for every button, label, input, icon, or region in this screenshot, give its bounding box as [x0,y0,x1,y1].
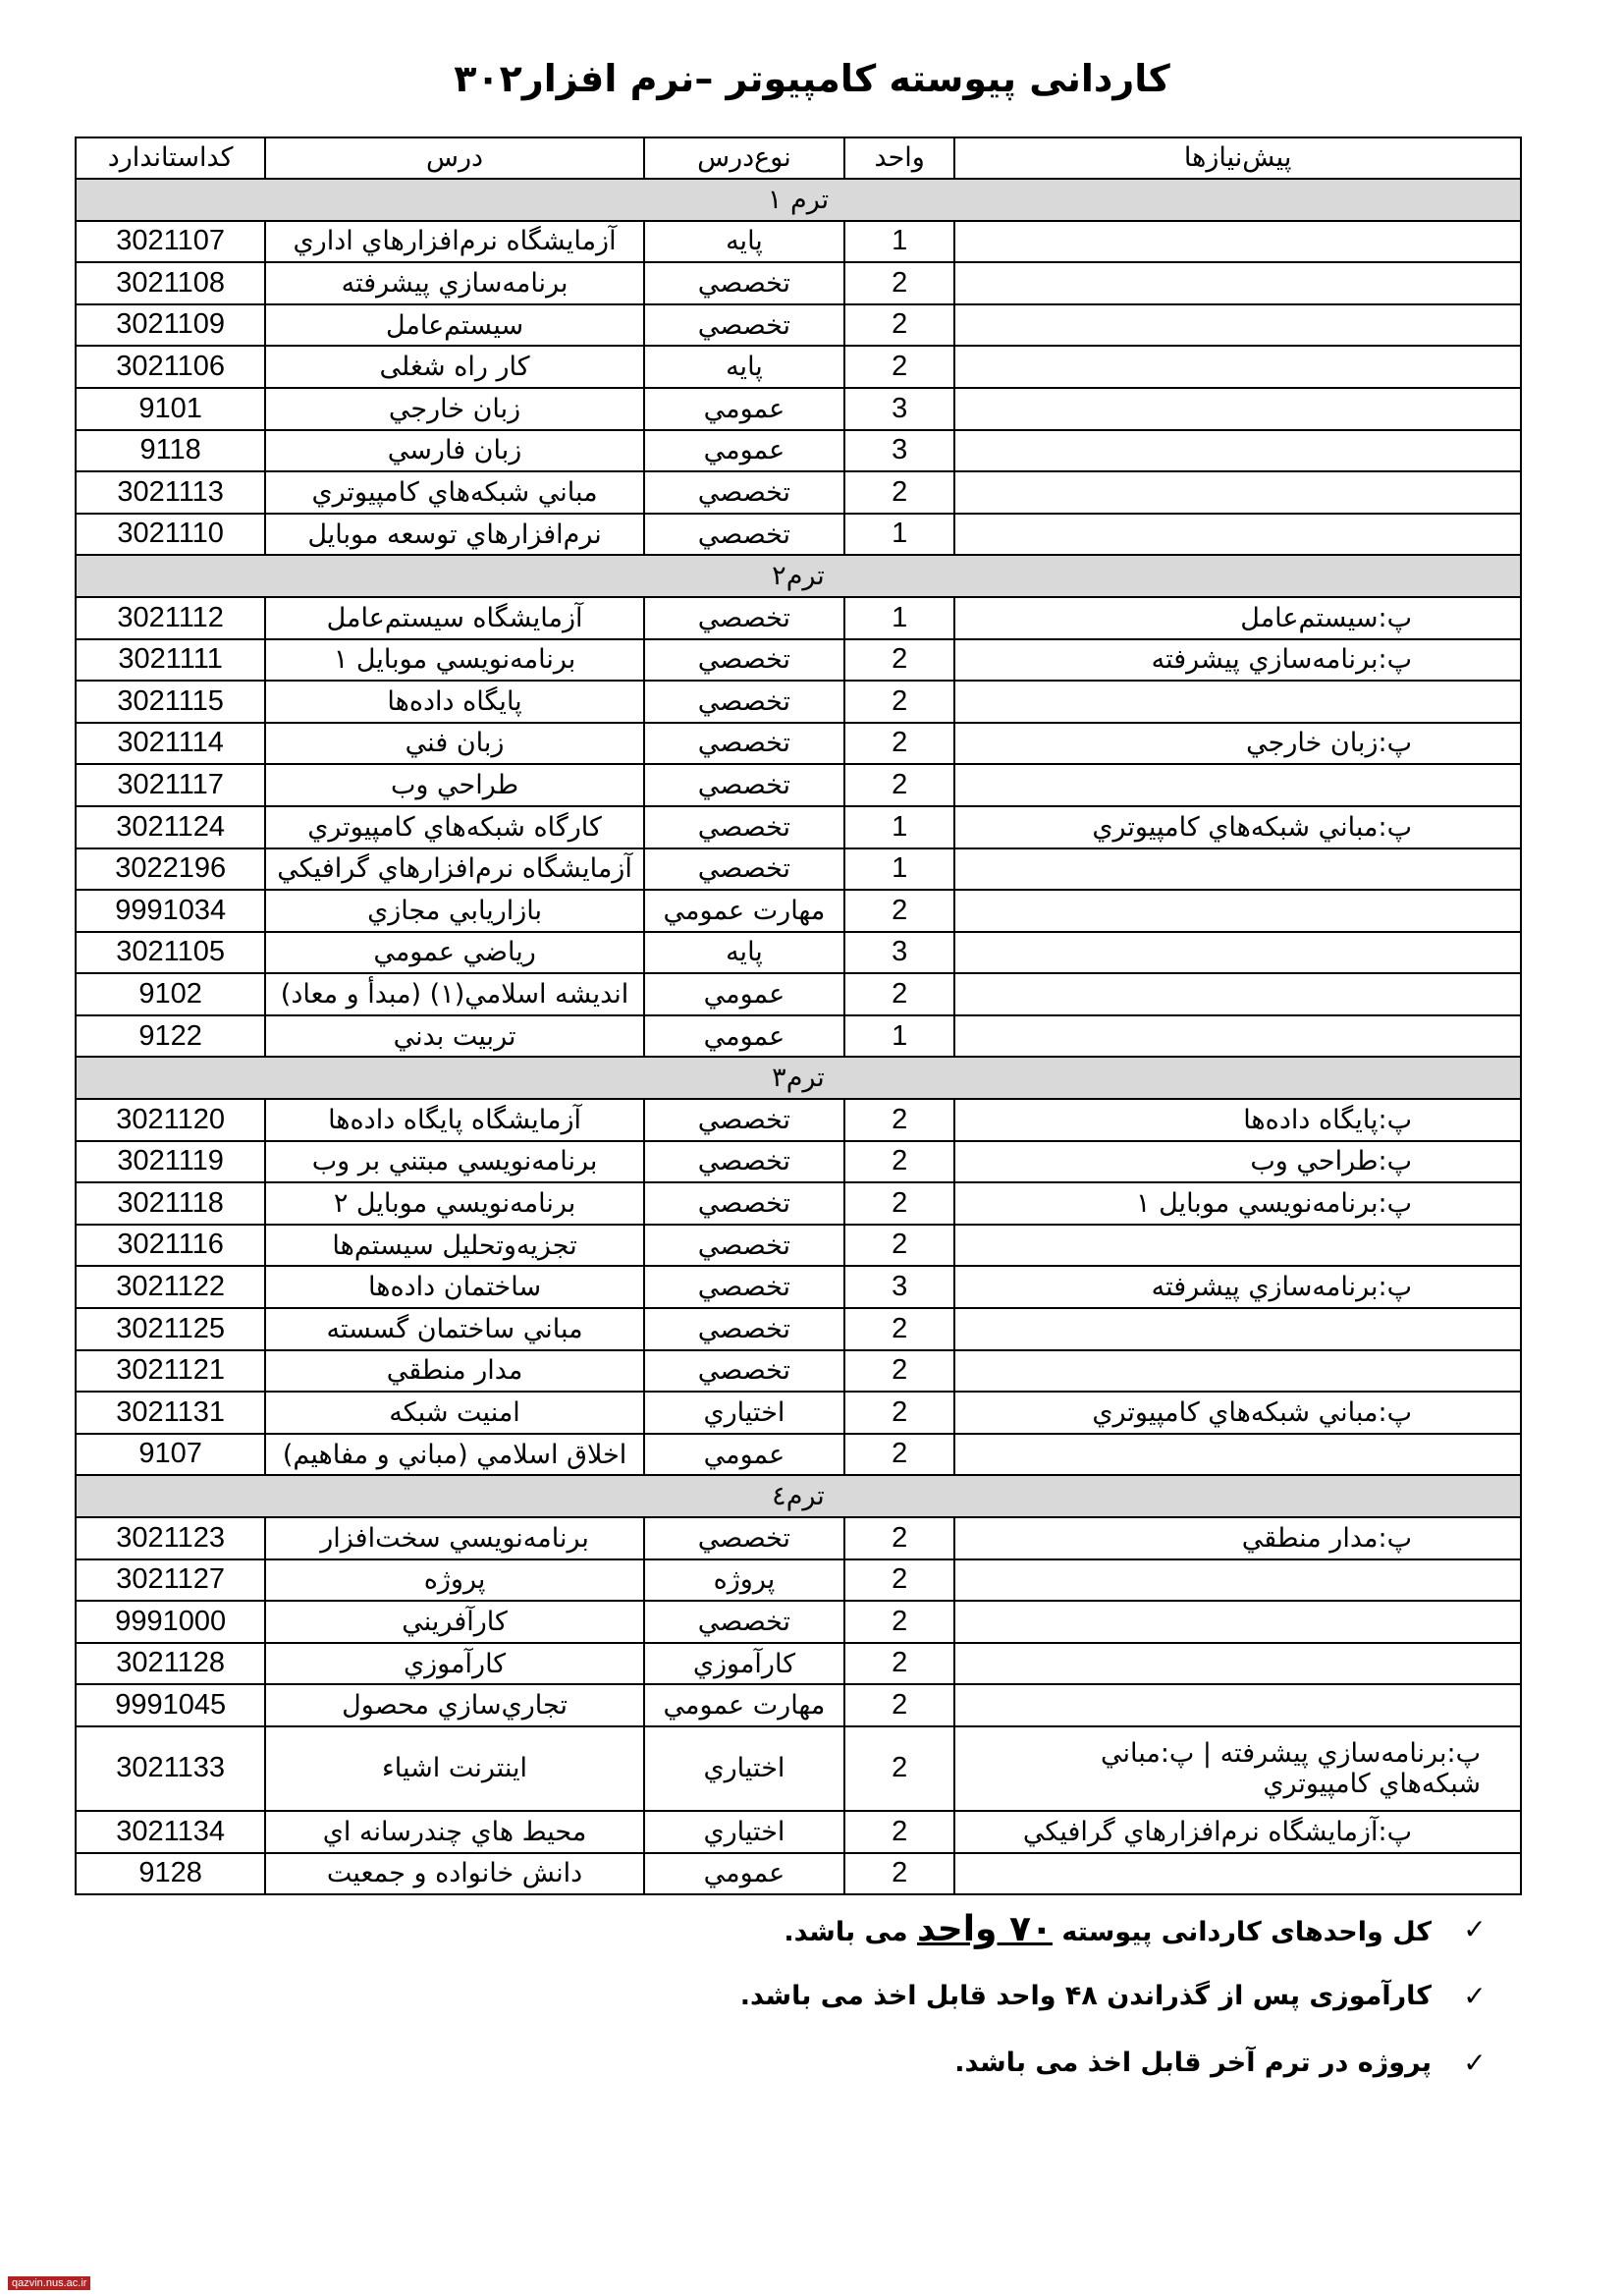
table-row [76,1853,1521,1895]
code-cell: 9101 [76,388,265,430]
course-cell: زبان فني [265,723,644,765]
code-cell: 3021115 [76,681,265,723]
prereq-cell [954,471,1521,514]
course-cell: برنامه‌نويسي موبايل ۲ [265,1182,644,1225]
type-cell: تخصصي [644,304,844,347]
type-cell: تخصصي [644,1099,844,1141]
type-cell: تخصصي [644,1308,844,1350]
prereq-cell [954,1684,1521,1726]
prereq-cell [954,1434,1521,1476]
term-label: ترم٤ [76,1475,1521,1517]
prereq-cell [954,514,1521,556]
prereq-cell [954,430,1521,472]
type-cell: مهارت عمومي [644,1684,844,1726]
units-cell: 1 [844,514,954,556]
prereq-cell [954,681,1521,723]
note-internship [212,1976,1489,2015]
type-cell: تخصصي [644,848,844,891]
table-row [76,932,1521,974]
type-cell: پايه [644,346,844,388]
table-row [76,1811,1521,1853]
units-cell: 2 [844,1350,954,1393]
prereq-cell [954,1350,1521,1393]
note-text: پروژه در ترم آخر قابل اخذ می باشد. [954,2047,1432,2078]
units-cell: 3 [844,430,954,472]
type-cell: عمومي [644,1853,844,1895]
prereq-cell: پ:مباني شبكه‌هاي كامپيوتري [954,1392,1521,1434]
code-cell: 3021114 [76,723,265,765]
units-cell: 2 [844,262,954,304]
course-cell: نرم‌افزارهاي توسعه موبايل [265,514,644,556]
table-row [76,681,1521,723]
table-row [76,221,1521,263]
prereq-cell [954,848,1521,891]
table-row [76,514,1521,556]
table-row [76,262,1521,304]
course-cell: برنامه‌نويسي سخت‌افزار [265,1517,644,1559]
prereq-cell [954,1308,1521,1350]
type-cell: تخصصي [644,806,844,848]
units-cell: 2 [844,1853,954,1895]
code-cell: 3021120 [76,1099,265,1141]
type-cell: تخصصي [644,723,844,765]
code-cell: 3021127 [76,1559,265,1602]
type-cell: تخصصي [644,1350,844,1393]
code-cell: 3021111 [76,639,265,682]
course-cell: محيط هاي چندرسانه اي [265,1811,644,1853]
term-label: ترم۲ [76,555,1521,597]
type-cell: پايه [644,221,844,263]
type-cell: تخصصي [644,1225,844,1267]
code-cell: 3021106 [76,346,265,388]
table-row [76,806,1521,848]
course-cell: آزمايشگاه نرم‌افزارهاي اداري [265,221,644,263]
type-cell: تخصصي [644,471,844,514]
table-row [76,1350,1521,1393]
table-row [76,1015,1521,1058]
type-cell: تخصصي [644,1266,844,1308]
total-units: ۷۰ واحد [916,1908,1053,1949]
prereq-cell [954,304,1521,347]
units-cell: 1 [844,848,954,891]
course-cell: ساختمان داده‌ها [265,1266,644,1308]
code-cell: 9118 [76,430,265,472]
note-text: كل واحدهای كاردانی پیوسته ۷۰ واحد می باشد. [784,1908,1432,1949]
code-cell: 9991000 [76,1601,265,1643]
units-cell: 2 [844,764,954,806]
code-cell: 3021124 [76,806,265,848]
type-cell: عمومي [644,1434,844,1476]
note-project [212,2043,1489,2082]
table-row [76,1517,1521,1559]
units-cell: 2 [844,1559,954,1602]
type-cell: پروژه [644,1559,844,1602]
type-cell: عمومي [644,973,844,1015]
code-cell: 3021116 [76,1225,265,1267]
units-cell: 2 [844,1182,954,1225]
table-row [76,1559,1521,1602]
table-row [76,388,1521,430]
prereq-cell [954,764,1521,806]
type-cell: مهارت عمومي [644,890,844,932]
header-code: کداستاندارد [76,137,265,179]
table-row [76,346,1521,388]
code-cell: 3021131 [76,1392,265,1434]
prereq-cell [954,1225,1521,1267]
type-cell: تخصصي [644,1517,844,1559]
units-cell: 2 [844,1141,954,1183]
units-cell: 2 [844,890,954,932]
table-row [76,890,1521,932]
prereq-cell: پ:برنامه‌سازي پيشرفته | پ:مباني شبكه‌هاي كامپيوتري [954,1726,1521,1811]
units-cell: 2 [844,723,954,765]
table-row [76,639,1521,682]
type-cell: عمومي [644,430,844,472]
course-cell: كارآموزي [265,1643,644,1685]
code-cell: 3021134 [76,1811,265,1853]
prereq-cell [954,1853,1521,1895]
prereq-cell [954,932,1521,974]
code-cell: 9122 [76,1015,265,1058]
table-row [76,1434,1521,1476]
code-cell: 3021110 [76,514,265,556]
term-header-row [76,555,1521,597]
type-cell: تخصصي [644,1182,844,1225]
table-row [76,1726,1521,1811]
code-cell: 3021133 [76,1726,265,1811]
code-cell: 3021122 [76,1266,265,1308]
table-row [76,1684,1521,1726]
table-row [76,1392,1521,1434]
units-cell: 2 [844,1726,954,1811]
table-row [76,1225,1521,1267]
course-cell: مباني ساختمان گسسته [265,1308,644,1350]
table-row [76,1266,1521,1308]
header-course: درس [265,137,644,179]
course-cell: کار راه شغلی [265,346,644,388]
prereq-cell: پ:آزمايشگاه نرم‌افزارهاي گرافيكي [954,1811,1521,1853]
type-cell: تخصصي [644,681,844,723]
units-cell: 2 [844,1684,954,1726]
table-header-row [76,137,1521,179]
course-cell: آزمايشگاه نرم‌افزارهاي گرافيكي [265,848,644,891]
prereq-cell [954,890,1521,932]
table-row [76,1141,1521,1183]
header-units: واحد [844,137,954,179]
type-cell: تخصصي [644,514,844,556]
code-cell: 3021109 [76,304,265,347]
code-cell: 3021113 [76,471,265,514]
units-cell: 2 [844,346,954,388]
units-cell: 2 [844,1392,954,1434]
code-cell: 3021121 [76,1350,265,1393]
units-cell: 1 [844,597,954,639]
course-cell: دانش خانواده و جمعيت [265,1853,644,1895]
course-cell: برنامه‌سازي پيشرفته [265,262,644,304]
course-cell: برنامه‌نويسي مبتني بر وب [265,1141,644,1183]
table-row [76,304,1521,347]
prereq-cell: پ:زبان خارجي [954,723,1521,765]
table-row [76,471,1521,514]
prereq-cell [954,262,1521,304]
table-row [76,973,1521,1015]
term-label: ترم۳ [76,1057,1521,1099]
type-cell: تخصصي [644,1601,844,1643]
term-header-row [76,1057,1521,1099]
type-cell: اختياري [644,1811,844,1853]
term-header-row [76,179,1521,221]
table-row [76,1601,1521,1643]
note-total-units [212,1909,1489,1948]
course-cell: پروژه [265,1559,644,1602]
table-row [76,597,1521,639]
check-icon: ✓ [1463,2046,1487,2079]
check-icon: ✓ [1463,1979,1487,2012]
prereq-cell: پ:پايگاه داده‌ها [954,1099,1521,1141]
code-cell: 9107 [76,1434,265,1476]
units-cell: 2 [844,1308,954,1350]
units-cell: 1 [844,1015,954,1058]
watermark: qazvin.nus.ac.ir [8,2276,90,2290]
prereq-cell [954,1643,1521,1685]
code-cell: 3021128 [76,1643,265,1685]
table-row [76,1182,1521,1225]
type-cell: پايه [644,932,844,974]
term-label: ترم ۱ [76,179,1521,221]
course-cell: اينترنت اشياء [265,1726,644,1811]
prereq-cell [954,221,1521,263]
prereq-cell [954,973,1521,1015]
code-cell: 3022196 [76,848,265,891]
type-cell: كارآموزي [644,1643,844,1685]
prereq-cell [954,1559,1521,1602]
type-cell: اختياري [644,1726,844,1811]
table-row [76,723,1521,765]
course-cell: مدار منطقي [265,1350,644,1393]
course-cell: كارگاه شبكه‌هاي كامپيوتري [265,806,644,848]
course-cell: رياضي عمومي [265,932,644,974]
header-prereq: پیش‌نیازها [954,137,1521,179]
course-cell: اخلاق اسلامي (مباني و مفاهيم) [265,1434,644,1476]
units-cell: 3 [844,388,954,430]
code-cell: 9102 [76,973,265,1015]
type-cell: تخصصي [644,764,844,806]
course-cell: زبان فارسي [265,430,644,472]
course-cell: زبان خارجي [265,388,644,430]
table-row [76,848,1521,891]
units-cell: 2 [844,1643,954,1685]
units-cell: 2 [844,1434,954,1476]
type-cell: عمومي [644,1015,844,1058]
code-cell: 9128 [76,1853,265,1895]
table-row [76,1308,1521,1350]
course-cell: پايگاه داده‌ها [265,681,644,723]
course-cell: آزمايشگاه پايگاه داده‌ها [265,1099,644,1141]
term-header-row [76,1475,1521,1517]
course-cell: تجاري‌سازي محصول [265,1684,644,1726]
prereq-cell [954,388,1521,430]
page-title: کاردانی پیوسته کامپیوتر –نرم افزار۳۰۲ [454,57,1170,100]
units-cell: 3 [844,932,954,974]
code-cell: 3021105 [76,932,265,974]
header-type: نوع‌درس [644,137,844,179]
course-cell: طراحي وب [265,764,644,806]
type-cell: تخصصي [644,262,844,304]
prereq-cell: پ:برنامه‌سازي پيشرفته [954,1266,1521,1308]
code-cell: 9991045 [76,1684,265,1726]
code-cell: 3021123 [76,1517,265,1559]
prereq-cell: پ:برنامه‌سازي پيشرفته [954,639,1521,682]
curriculum-table [75,137,1522,1895]
course-cell: مباني شبكه‌هاي كامپيوتري [265,471,644,514]
course-cell: بازاريابي مجازي [265,890,644,932]
units-cell: 2 [844,639,954,682]
check-icon: ✓ [1463,1912,1487,1945]
type-cell: تخصصي [644,597,844,639]
table-row [76,1643,1521,1685]
type-cell: تخصصي [644,1141,844,1183]
units-cell: 2 [844,973,954,1015]
code-cell: 3021112 [76,597,265,639]
units-cell: 2 [844,304,954,347]
units-cell: 2 [844,471,954,514]
code-cell: 3021117 [76,764,265,806]
prereq-cell [954,1601,1521,1643]
type-cell: عمومي [644,388,844,430]
prereq-cell: پ:سيستم‌عامل [954,597,1521,639]
units-cell: 2 [844,1811,954,1853]
units-cell: 2 [844,681,954,723]
units-cell: 2 [844,1517,954,1559]
course-cell: سيستم‌عامل [265,304,644,347]
table-row [76,430,1521,472]
prereq-cell: پ:طراحي وب [954,1141,1521,1183]
course-cell: برنامه‌نويسي موبايل ۱ [265,639,644,682]
prereq-cell [954,1015,1521,1058]
notes [212,1909,1489,2109]
course-cell: كارآفريني [265,1601,644,1643]
code-cell: 3021107 [76,221,265,263]
prereq-cell: پ:مباني شبكه‌هاي كامپيوتري [954,806,1521,848]
units-cell: 1 [844,806,954,848]
code-cell: 9991034 [76,890,265,932]
type-cell: تخصصي [644,639,844,682]
code-cell: 3021118 [76,1182,265,1225]
units-cell: 3 [844,1266,954,1308]
prereq-cell: پ:برنامه‌نويسي موبايل ۱ [954,1182,1521,1225]
prereq-cell: پ:مدار منطقي [954,1517,1521,1559]
units-cell: 1 [844,221,954,263]
course-cell: امنيت شبكه [265,1392,644,1434]
code-cell: 3021119 [76,1141,265,1183]
units-cell: 2 [844,1601,954,1643]
table-row [76,1099,1521,1141]
units-cell: 2 [844,1225,954,1267]
course-cell: تجزيه‌وتحليل سيستم‌ها [265,1225,644,1267]
code-cell: 3021108 [76,262,265,304]
type-cell: اختياري [644,1392,844,1434]
note-text: كارآموزی پس از گذراندن ۴۸ واحد قابل اخذ می باشد. [739,1980,1432,2011]
course-cell: آزمايشگاه سيستم‌عامل [265,597,644,639]
table-row [76,764,1521,806]
course-cell: انديشه اسلامي(۱) (مبدأ و معاد) [265,973,644,1015]
code-cell: 3021125 [76,1308,265,1350]
units-cell: 2 [844,1099,954,1141]
prereq-cell [954,346,1521,388]
course-cell: تربيت بدني [265,1015,644,1058]
